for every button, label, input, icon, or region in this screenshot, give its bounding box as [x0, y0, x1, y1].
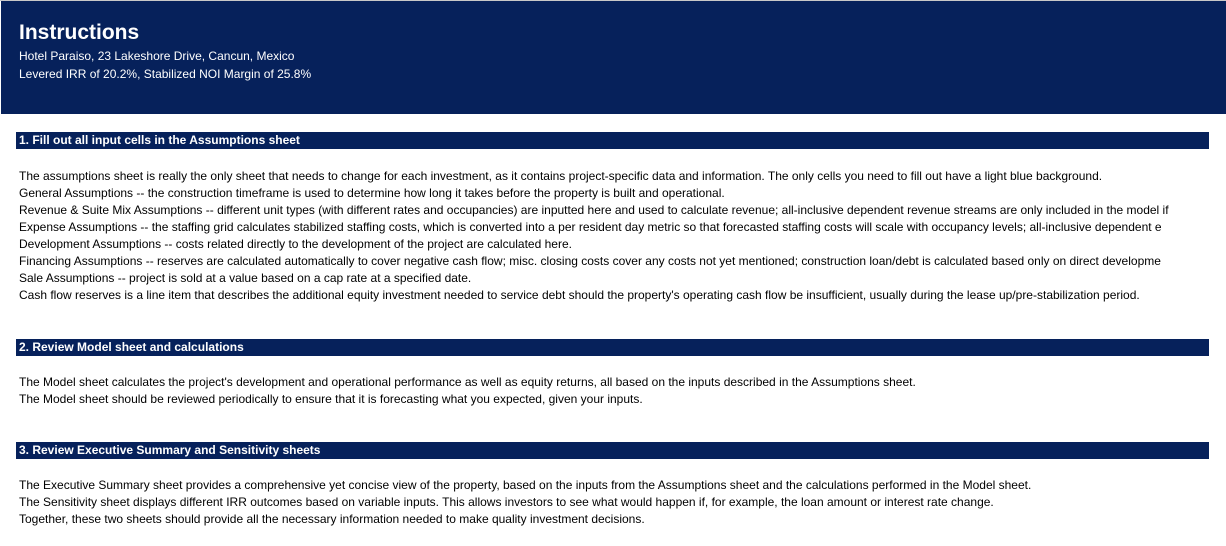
property-address: Hotel Paraiso, 23 Lakeshore Drive, Cancun, Mexico [19, 49, 295, 63]
section-1-line: Financing Assumptions -- reserves are calculated automatically to cover negative cash flow; misc. closing costs cover any costs not yet mentioned; construction loan/debt is calculated based only on direct developme [19, 254, 1161, 268]
page-title: Instructions [19, 21, 140, 44]
section-heading-summary: 3. Review Executive Summary and Sensitivity sheets [16, 442, 1209, 459]
section-1-line: Expense Assumptions -- the staffing grid calculates stabilized staffing costs, which is converted into a per resident day metric so that forecasted staffing costs will scale with occupancy levels; all-inclusive dependent e [19, 220, 1162, 234]
section-heading-assumptions: 1. Fill out all input cells in the Assumptions sheet [16, 132, 1209, 149]
section-1-line: Sale Assumptions -- project is sold at a value based on a cap rate at a specified date. [19, 271, 472, 285]
section-1-line: General Assumptions -- the construction timeframe is used to determine how long it takes before the property is built and operational. [19, 186, 725, 200]
key-metrics: Levered IRR of 20.2%, Stabilized NOI Margin of 25.8% [19, 67, 312, 81]
section-3-line: The Sensitivity sheet displays different IRR outcomes based on variable inputs. This allows investors to see what would happen if, for example, the loan amount or interest rate change. [19, 495, 994, 509]
section-2-line: The Model sheet calculates the project's development and operational performance as well as equity returns, all based on the inputs described in the Assumptions sheet. [19, 375, 916, 389]
section-1-line: Cash flow reserves is a line item that describes the additional equity investment needed to service debt should the property's operating cash flow be insufficient, usually during the lease up/pre-stabilization period. [19, 288, 1140, 302]
section-1-line: Development Assumptions -- costs related directly to the development of the project are calculated here. [19, 237, 572, 251]
section-2-line: The Model sheet should be reviewed periodically to ensure that it is forecasting what you expected, given your inputs. [19, 392, 643, 406]
section-3-line: Together, these two sheets should provide all the necessary information needed to make quality investment decisions. [19, 512, 645, 526]
section-1-line: Revenue & Suite Mix Assumptions -- different unit types (with different rates and occupancies) are inputted here and used to calculate revenue; all-inclusive dependent revenue streams are only included in the model if [19, 203, 1169, 217]
header-banner [1, 1, 1226, 114]
section-3-line: The Executive Summary sheet provides a comprehensive yet concise view of the property, based on the inputs from the Assumptions sheet and the calculations performed in the Model sheet. [19, 478, 1032, 492]
section-1-line: The assumptions sheet is really the only sheet that needs to change for each investment, as it contains project-specific data and information. The only cells you need to fill out have a light blue background. [19, 169, 1103, 183]
section-heading-model: 2. Review Model sheet and calculations [16, 339, 1209, 356]
